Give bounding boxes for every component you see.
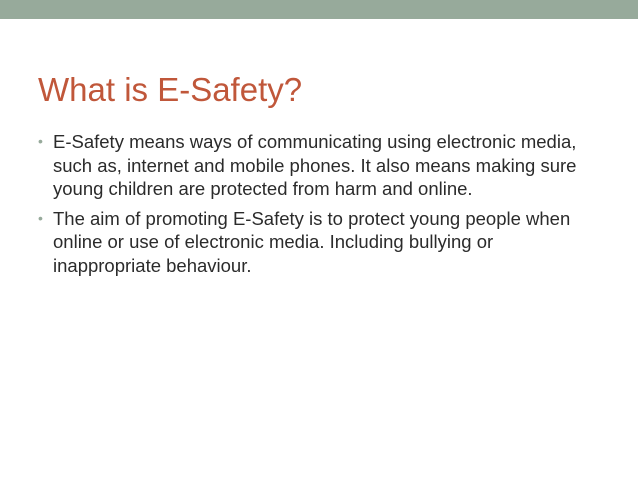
top-accent-bar [0,0,638,19]
bullet-item [38,207,598,278]
bullet-item [38,130,598,201]
bullet-text: The aim of promoting E-Safety is to protect young people when online or use of electronic media. Including bullying or inappropriate behaviour. [53,207,571,276]
slide-title: What is E-Safety? [38,71,303,108]
bullet-list [38,130,598,283]
bullet-marker: • [38,209,43,226]
bullet-text: E-Safety means ways of communicating using electronic media, such as, internet and mobile phones. It also means making sure young children are protected from harm and online. [53,131,577,199]
bullet-marker: • [38,133,43,149]
